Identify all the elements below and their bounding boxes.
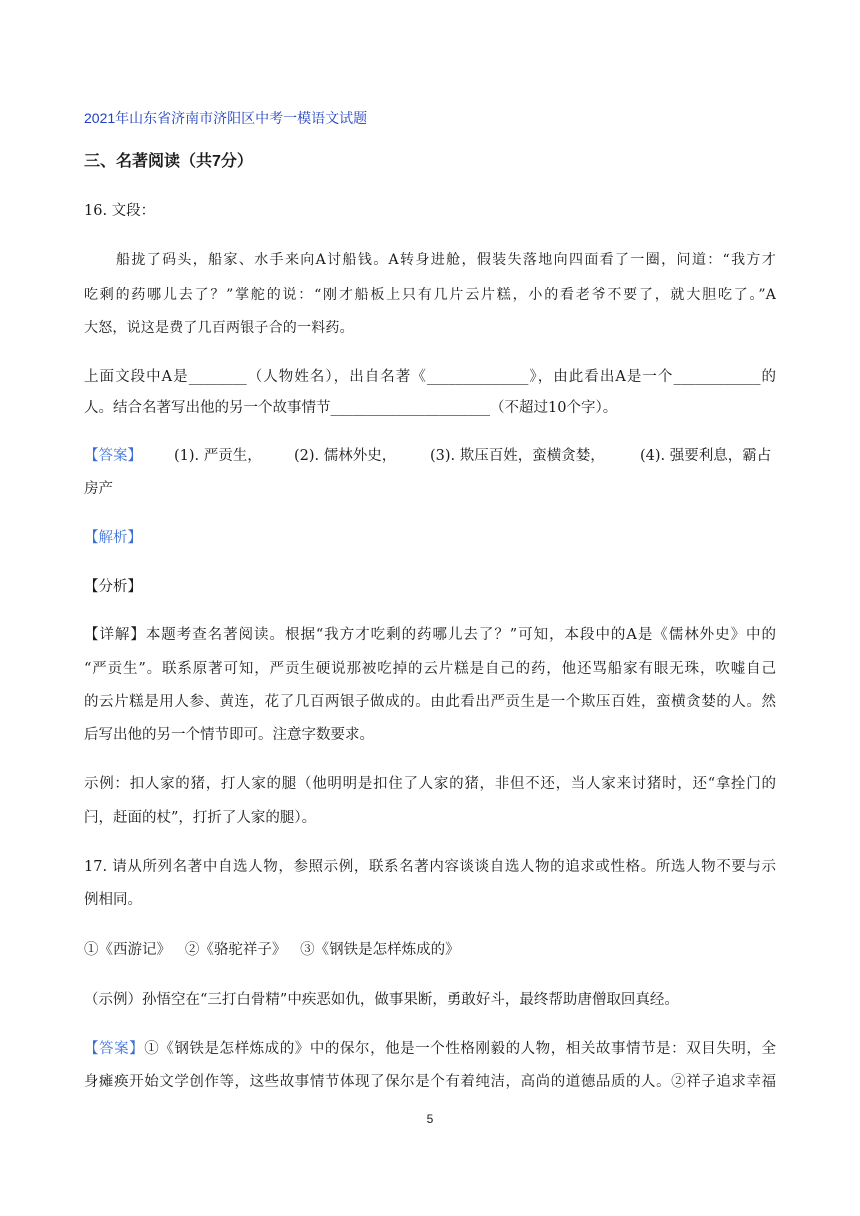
q16-label: 16. 文段： (84, 203, 156, 219)
fenxi-tag: 【分析】 (84, 579, 142, 595)
detail-line-1: 【详解】本题考查名著阅读。根据“我方才吃剩的药哪儿去了？”可知，本段中的A是《儒林外史》中的 (84, 627, 776, 643)
q16-passage-line-2: 吃剩的药哪儿去了？”掌舵的说：“刚才船板上只有几片云片糕，小的看老爷不要了，就大胆吃了。”A (84, 287, 776, 303)
answer-item-4: (4). 强要利息，霸占 (640, 448, 772, 464)
document-title: 2021年山东省济南市济阳区中考一模语文试题 (84, 110, 368, 126)
detail-line-4: 后写出他的另一个情节即可。注意字数要求。 (84, 727, 374, 743)
q17-question-line-1: 17. 请从所列名著中自选人物，参照示例，联系名著内容谈谈自选人物的追求或性格。所选人物不要与示 (84, 859, 776, 875)
q16-question-line-1: 上面文段中A是________（人物姓名），出自名著《______________》，由此看出A是一个____________的 (84, 369, 776, 385)
answer-item-1: (1). 严贡生， (174, 448, 262, 464)
q17-question-line-2: 例相同。 (84, 892, 142, 908)
answer-item-2: (2). 儒林外史， (294, 448, 397, 464)
answer-continuation: 房产 (84, 481, 113, 497)
jiexi-tag: 【解析】 (84, 530, 142, 546)
q16-passage-line-3: 大怒，说这是费了几百两银子合的一料药。 (84, 320, 354, 336)
q17-answer-line-1 (84, 1039, 776, 1059)
detail-line-2: “严贡生”。联系原著可知，严贡生硬说那被吃掉的云片糕是自己的药，他还骂船家有眼无珠，吹嘘自己 (84, 661, 776, 677)
q17-book-list: ①《西游记》 ②《骆驼祥子》 ③《钢铁是怎样炼成的》 (84, 942, 460, 958)
answer-tag: 【答案】 (84, 1041, 145, 1057)
answer-item-3: (3). 欺压百姓，蛮横贪婪， (430, 448, 605, 464)
example-line-2: 闩，赶面的杖”，打折了人家的腿）。 (84, 810, 317, 826)
answer-tag: 【答案】 (84, 448, 142, 464)
example-line-1: 示例：扣人家的猪，打人家的腿（他明明是扣住了人家的猪，非但不还，当人家来讨猪时，还“拿拴门的 (84, 776, 776, 792)
q17-answer-text-1: ①《钢铁是怎样炼成的》中的保尔，他是一个性格刚毅的人物，相关故事情节是：双目失明，全 (144, 1041, 777, 1057)
q17-example: （示例）孙悟空在“三打白骨精”中疾恶如仇，做事果断，勇敢好斗，最终帮助唐僧取回真经。 (84, 992, 679, 1008)
detail-line-3: 的云片糕是用人参、黄连，花了几百两银子做成的。由此看出严贡生是一个欺压百姓，蛮横贪婪的人。然 (84, 694, 776, 710)
q16-question-line-2: 人。结合名著写出他的另一个故事情节______________________（不超过10个字）。 (84, 400, 618, 416)
q16-passage-line-1: 船拢了码头，船家、水手来向A讨船钱。A转身进舱，假装失落地向四面看了一圈，问道：“我方才 (116, 252, 776, 268)
q17-answer-line-2: 身瘫痪开始文学创作等，这些故事情节体现了保尔是个有着纯洁，高尚的道德品质的人。②祥子追求幸福 (84, 1074, 776, 1090)
q16-answer-row (84, 446, 776, 466)
section-heading: 三、名著阅读（共7分） (84, 153, 253, 170)
page-number: 5 (426, 1112, 434, 1126)
